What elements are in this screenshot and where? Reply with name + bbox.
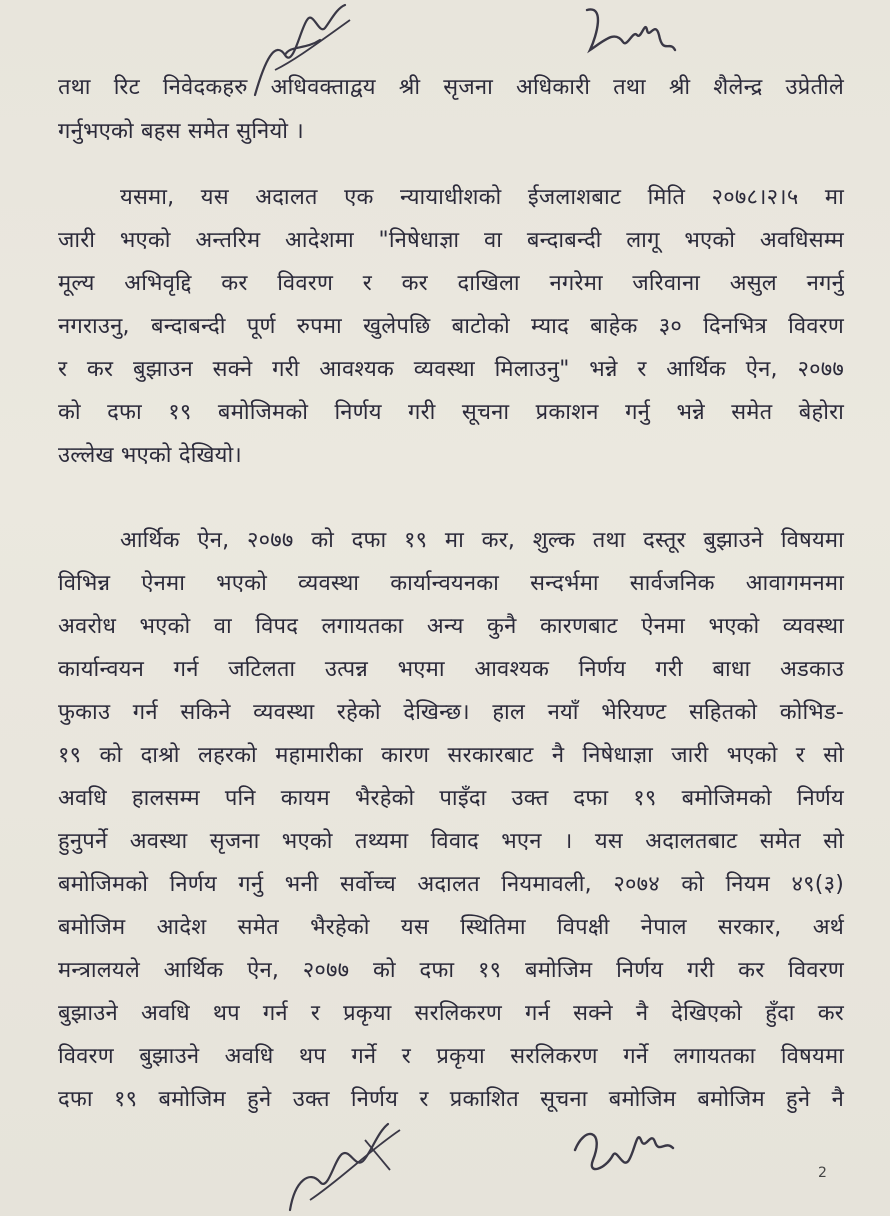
text-line-22: विवरण बुझाउने अवधि थप गर्ने र प्रकृया सरलिकरण गर्ने लगायतका विषयमा [58,1044,844,1069]
text-line-17: हुनुपर्ने अवस्था सृजना भएको तथ्यमा विवाद भएन । यस अदालतबाट समेत सो [58,829,844,854]
text-line-7: र कर बुझाउन सक्ने गरी आवश्यक व्यवस्था मिलाउनु" भन्ने र आर्थिक ऐन, २०७७ [58,357,844,382]
text-line-15: १९ को दाश्रो लहरको महामारीका कारण सरकारबाट नै निषेधाज्ञा जारी भएको र सो [58,743,844,768]
text-line-19: बमोजिम आदेश समेत भैरहेको यस स्थितिमा विपक्षी नेपाल सरकार, अर्थ [58,915,844,940]
text-line-23: दफा १९ बमोजिम हुने उक्त निर्णय र प्रकाशित सूचना बमोजिम बमोजिम हुने नै [58,1087,844,1112]
text-line-2: गर्नुभएको बहस समेत सुनियो । [58,119,304,144]
signature-bottom-right [565,1110,685,1190]
text-line-3: यसमा, यस अदालत एक न्यायाधीशको ईजलाशबाट मिति २०७८।२।५ मा [120,185,844,210]
text-line-16: अवधि हालसम्म पनि कायम भैरहेको पाइँदा उक्त दफा १९ बमोजिमको निर्णय [58,786,844,811]
text-line-8: को दफा १९ बमोजिमको निर्णय गरी सूचना प्रकाशन गर्नु भन्ने समेत बेहोरा [58,400,844,425]
text-line-20: मन्त्रालयले आर्थिक ऐन, २०७७ को दफा १९ बमोजिम निर्णय गरी कर विवरण [58,958,844,983]
text-line-21: बुझाउने अवधि थप गर्न र प्रकृया सरलिकरण गर्न सक्ने नै देखिएकाे हुँदा कर [58,1001,844,1026]
text-line-4: जारी भएको अन्तरिम आदेशमा "निषेधाज्ञा वा बन्दाबन्दी लागू भएको अवधिसम्म [58,228,844,253]
signature-bottom-left [270,1110,410,1216]
text-line-10: आर्थिक ऐन, २०७७ को दफा १९ मा कर, शुल्क तथा दस्तूर बुझाउने विषयमा [120,528,844,553]
text-line-9: उल्लेख भएको देखियो। [58,443,242,468]
text-line-12: अवरोध भएको वा विपद लगायतका अन्य कुनै कारणबाट ऐनमा भएको व्यवस्था [58,614,844,639]
text-line-1: तथा रिट निवेदकहरु अधिवक्ताद्वय श्री सृजना अधिकारी तथा श्री शैलेन्द्र उप्रेतीले [58,75,844,100]
text-line-13: कार्यान्वयन गर्न जटिलता उत्पन्न भएमा आवश्यक निर्णय गरी बाधा अडकाउ [58,657,844,682]
page-number: 2 [818,1165,827,1181]
signature-top-right [575,0,685,70]
text-line-6: नगराउनु, बन्दाबन्दी पूर्ण रुपमा खुलेपछि बाटोको म्याद बाहेक ३० दिनभित्र विवरण [58,314,844,339]
text-line-14: फुकाउ गर्न सकिने व्यवस्था रहेको देखिन्छ। हाल नयाँ भेरियण्ट सहितको कोभिड- [58,700,844,725]
text-line-18: बमोजिमको निर्णय गर्नु भनी सर्वोच्च अदालत नियमावली, २०७४ को नियम ४९(३) [58,872,844,897]
text-line-5: मूल्य अभिवृद्दि कर विवरण र कर दाखिला नगरेमा जरिवाना असुल नगर्नु [58,271,844,296]
text-line-11: विभिन्न ऐनमा भएको व्यवस्था कार्यान्वयनका सन्दर्भमा सार्वजनिक आवागमनमा [58,571,844,596]
